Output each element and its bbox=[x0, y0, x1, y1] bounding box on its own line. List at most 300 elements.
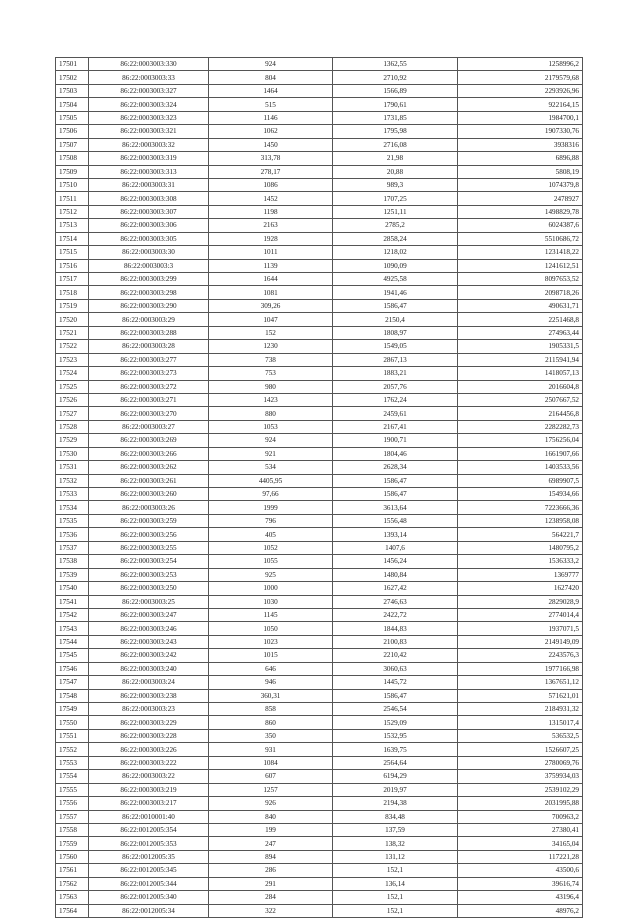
row-number-cell: 17505 bbox=[56, 111, 89, 124]
area-cell: 1644 bbox=[209, 273, 333, 286]
cadastral-number-cell: 86:22:0003003:262 bbox=[89, 461, 209, 474]
value-cell: 3759934,03 bbox=[458, 770, 583, 783]
rate-cell: 1795,98 bbox=[333, 125, 458, 138]
table-row bbox=[56, 461, 583, 474]
table-row bbox=[56, 743, 583, 756]
area-cell: 1230 bbox=[209, 340, 333, 353]
rate-cell: 1529,09 bbox=[333, 716, 458, 729]
cadastral-number-cell: 86:22:0003003:23 bbox=[89, 703, 209, 716]
value-cell: 2115941,94 bbox=[458, 353, 583, 366]
cadastral-number-cell: 86:22:0010001:40 bbox=[89, 810, 209, 823]
rate-cell: 1762,24 bbox=[333, 393, 458, 406]
table-row bbox=[56, 756, 583, 769]
row-number-cell: 17545 bbox=[56, 649, 89, 662]
value-cell: 2539102,29 bbox=[458, 783, 583, 796]
table-row bbox=[56, 676, 583, 689]
cadastral-number-cell: 86:22:0003003:277 bbox=[89, 353, 209, 366]
value-cell: 564221,7 bbox=[458, 528, 583, 541]
cadastral-number-cell: 86:22:0012005:340 bbox=[89, 891, 209, 904]
row-number-cell: 17557 bbox=[56, 810, 89, 823]
cadastral-number-cell: 86:22:0003003:319 bbox=[89, 152, 209, 165]
rate-cell: 2210,42 bbox=[333, 649, 458, 662]
rate-cell: 1586,47 bbox=[333, 299, 458, 312]
cadastral-number-cell: 86:22:0003003:266 bbox=[89, 447, 209, 460]
rate-cell: 1566,89 bbox=[333, 84, 458, 97]
cadastral-number-cell: 86:22:0003003:256 bbox=[89, 528, 209, 541]
table-row bbox=[56, 84, 583, 97]
area-cell: 1062 bbox=[209, 125, 333, 138]
cadastral-number-cell: 86:22:0003003:307 bbox=[89, 205, 209, 218]
value-cell: 2282282,73 bbox=[458, 420, 583, 433]
value-cell: 43196,4 bbox=[458, 891, 583, 904]
area-cell: 247 bbox=[209, 837, 333, 850]
rate-cell: 1456,24 bbox=[333, 555, 458, 568]
row-number-cell: 17534 bbox=[56, 501, 89, 514]
row-number-cell: 17551 bbox=[56, 729, 89, 742]
row-number-cell: 17516 bbox=[56, 259, 89, 272]
value-cell: 700963,2 bbox=[458, 810, 583, 823]
rate-cell: 1844,83 bbox=[333, 622, 458, 635]
rate-cell: 138,32 bbox=[333, 837, 458, 850]
value-cell: 1418057,13 bbox=[458, 367, 583, 380]
rate-cell: 1556,48 bbox=[333, 514, 458, 527]
rate-cell: 1627,42 bbox=[333, 582, 458, 595]
cadastral-number-cell: 86:22:0003003:298 bbox=[89, 286, 209, 299]
table-row bbox=[56, 864, 583, 877]
table-row bbox=[56, 407, 583, 420]
row-number-cell: 17501 bbox=[56, 58, 89, 71]
rate-cell: 152,1 bbox=[333, 891, 458, 904]
area-cell: 925 bbox=[209, 568, 333, 581]
value-cell: 34165,04 bbox=[458, 837, 583, 850]
cadastral-number-cell: 86:22:0003003:219 bbox=[89, 783, 209, 796]
cadastral-number-cell: 86:22:0003003:272 bbox=[89, 380, 209, 393]
value-cell: 8097653,52 bbox=[458, 273, 583, 286]
row-number-cell: 17550 bbox=[56, 716, 89, 729]
cadastral-number-cell: 86:22:0003003:254 bbox=[89, 555, 209, 568]
area-cell: 646 bbox=[209, 662, 333, 675]
table-row bbox=[56, 514, 583, 527]
table-row bbox=[56, 98, 583, 111]
cadastral-number-cell: 86:22:0003003:324 bbox=[89, 98, 209, 111]
table-row bbox=[56, 152, 583, 165]
table-row bbox=[56, 434, 583, 447]
table-row bbox=[56, 635, 583, 648]
area-cell: 840 bbox=[209, 810, 333, 823]
row-number-cell: 17526 bbox=[56, 393, 89, 406]
cadastral-number-cell: 86:22:0003003:3 bbox=[89, 259, 209, 272]
table-row bbox=[56, 380, 583, 393]
rate-cell: 1790,61 bbox=[333, 98, 458, 111]
area-cell: 1030 bbox=[209, 595, 333, 608]
cadastral-number-cell: 86:22:0003003:238 bbox=[89, 689, 209, 702]
row-number-cell: 17554 bbox=[56, 770, 89, 783]
rate-cell: 1362,55 bbox=[333, 58, 458, 71]
value-cell: 1074379,8 bbox=[458, 178, 583, 191]
rate-cell: 2459,61 bbox=[333, 407, 458, 420]
area-cell: 515 bbox=[209, 98, 333, 111]
table-row bbox=[56, 393, 583, 406]
value-cell: 2016604,8 bbox=[458, 380, 583, 393]
row-number-cell: 17558 bbox=[56, 823, 89, 836]
area-cell: 284 bbox=[209, 891, 333, 904]
rate-cell: 2194,38 bbox=[333, 797, 458, 810]
area-cell: 313,78 bbox=[209, 152, 333, 165]
value-cell: 5510686,72 bbox=[458, 232, 583, 245]
area-cell: 309,26 bbox=[209, 299, 333, 312]
rate-cell: 2564,64 bbox=[333, 756, 458, 769]
table-row bbox=[56, 138, 583, 151]
value-cell: 1536333,2 bbox=[458, 555, 583, 568]
row-number-cell: 17535 bbox=[56, 514, 89, 527]
rate-cell: 989,3 bbox=[333, 178, 458, 191]
area-cell: 322 bbox=[209, 904, 333, 917]
rate-cell: 1707,25 bbox=[333, 192, 458, 205]
value-cell: 2149149,09 bbox=[458, 635, 583, 648]
area-cell: 1000 bbox=[209, 582, 333, 595]
cadastral-number-cell: 86:22:0003003:290 bbox=[89, 299, 209, 312]
table-row bbox=[56, 420, 583, 433]
rate-cell: 1586,47 bbox=[333, 474, 458, 487]
rate-cell: 2867,13 bbox=[333, 353, 458, 366]
table-row bbox=[56, 58, 583, 71]
rate-cell: 21,98 bbox=[333, 152, 458, 165]
cadastral-number-cell: 86:22:0003003:28 bbox=[89, 340, 209, 353]
table-row bbox=[56, 528, 583, 541]
value-cell: 2780069,76 bbox=[458, 756, 583, 769]
table-row bbox=[56, 649, 583, 662]
cadastral-number-cell: 86:22:0003003:33 bbox=[89, 71, 209, 84]
value-cell: 117221,28 bbox=[458, 850, 583, 863]
row-number-cell: 17532 bbox=[56, 474, 89, 487]
row-number-cell: 17518 bbox=[56, 286, 89, 299]
area-cell: 1081 bbox=[209, 286, 333, 299]
row-number-cell: 17555 bbox=[56, 783, 89, 796]
area-cell: 405 bbox=[209, 528, 333, 541]
rate-cell: 1639,75 bbox=[333, 743, 458, 756]
value-cell: 1241612,51 bbox=[458, 259, 583, 272]
area-cell: 804 bbox=[209, 71, 333, 84]
row-number-cell: 17544 bbox=[56, 635, 89, 648]
table-row bbox=[56, 313, 583, 326]
cadastral-number-cell: 86:22:0003003:228 bbox=[89, 729, 209, 742]
cadastral-number-cell: 86:22:0012005:345 bbox=[89, 864, 209, 877]
area-cell: 1139 bbox=[209, 259, 333, 272]
cadastral-number-cell: 86:22:0003003:247 bbox=[89, 608, 209, 621]
table-row bbox=[56, 111, 583, 124]
rate-cell: 2710,92 bbox=[333, 71, 458, 84]
table-row bbox=[56, 286, 583, 299]
row-number-cell: 17530 bbox=[56, 447, 89, 460]
table-row bbox=[56, 299, 583, 312]
area-cell: 1450 bbox=[209, 138, 333, 151]
value-cell: 1498829,78 bbox=[458, 205, 583, 218]
value-cell: 536532,5 bbox=[458, 729, 583, 742]
rate-cell: 1900,71 bbox=[333, 434, 458, 447]
area-cell: 350 bbox=[209, 729, 333, 742]
area-cell: 1452 bbox=[209, 192, 333, 205]
rate-cell: 1090,09 bbox=[333, 259, 458, 272]
value-cell: 43500,6 bbox=[458, 864, 583, 877]
cadastral-number-cell: 86:22:0012005:353 bbox=[89, 837, 209, 850]
row-number-cell: 17528 bbox=[56, 420, 89, 433]
cadastral-number-cell: 86:22:0003003:26 bbox=[89, 501, 209, 514]
area-cell: 534 bbox=[209, 461, 333, 474]
row-number-cell: 17529 bbox=[56, 434, 89, 447]
value-cell: 2774014,4 bbox=[458, 608, 583, 621]
rate-cell: 1445,72 bbox=[333, 676, 458, 689]
area-cell: 1052 bbox=[209, 541, 333, 554]
area-cell: 924 bbox=[209, 58, 333, 71]
row-number-cell: 17552 bbox=[56, 743, 89, 756]
row-number-cell: 17561 bbox=[56, 864, 89, 877]
area-cell: 1464 bbox=[209, 84, 333, 97]
table-row bbox=[56, 353, 583, 366]
area-cell: 278,17 bbox=[209, 165, 333, 178]
row-number-cell: 17520 bbox=[56, 313, 89, 326]
row-number-cell: 17512 bbox=[56, 205, 89, 218]
value-cell: 1369777 bbox=[458, 568, 583, 581]
rate-cell: 1251,11 bbox=[333, 205, 458, 218]
table-row bbox=[56, 823, 583, 836]
table-row bbox=[56, 877, 583, 890]
cadastral-number-cell: 86:22:0003003:240 bbox=[89, 662, 209, 675]
rate-cell: 3613,64 bbox=[333, 501, 458, 514]
table-row bbox=[56, 474, 583, 487]
row-number-cell: 17511 bbox=[56, 192, 89, 205]
value-cell: 2293926,96 bbox=[458, 84, 583, 97]
cadastral-number-cell: 86:22:0003003:229 bbox=[89, 716, 209, 729]
row-number-cell: 17560 bbox=[56, 850, 89, 863]
table-row bbox=[56, 447, 583, 460]
rate-cell: 152,1 bbox=[333, 864, 458, 877]
row-number-cell: 17525 bbox=[56, 380, 89, 393]
cadastral-number-cell: 86:22:0003003:255 bbox=[89, 541, 209, 554]
cadastral-number-cell: 86:22:0003003:269 bbox=[89, 434, 209, 447]
rate-cell: 2100,83 bbox=[333, 635, 458, 648]
table-row bbox=[56, 340, 583, 353]
area-cell: 1050 bbox=[209, 622, 333, 635]
area-cell: 980 bbox=[209, 380, 333, 393]
row-number-cell: 17548 bbox=[56, 689, 89, 702]
area-cell: 1011 bbox=[209, 246, 333, 259]
area-cell: 860 bbox=[209, 716, 333, 729]
table-row bbox=[56, 703, 583, 716]
table-row bbox=[56, 219, 583, 232]
cadastral-number-cell: 86:22:0003003:313 bbox=[89, 165, 209, 178]
table-row bbox=[56, 555, 583, 568]
value-cell: 1905331,5 bbox=[458, 340, 583, 353]
row-number-cell: 17537 bbox=[56, 541, 89, 554]
area-cell: 1086 bbox=[209, 178, 333, 191]
cadastral-number-cell: 86:22:0003003:270 bbox=[89, 407, 209, 420]
cadastral-number-cell: 86:22:0003003:305 bbox=[89, 232, 209, 245]
area-cell: 4405,95 bbox=[209, 474, 333, 487]
table-row bbox=[56, 205, 583, 218]
row-number-cell: 17546 bbox=[56, 662, 89, 675]
cadastral-number-cell: 86:22:0003003:246 bbox=[89, 622, 209, 635]
table-row bbox=[56, 783, 583, 796]
area-cell: 199 bbox=[209, 823, 333, 836]
row-number-cell: 17559 bbox=[56, 837, 89, 850]
rate-cell: 136,14 bbox=[333, 877, 458, 890]
cadastral-number-cell: 86:22:0003003:24 bbox=[89, 676, 209, 689]
value-cell: 2507667,52 bbox=[458, 393, 583, 406]
area-cell: 1047 bbox=[209, 313, 333, 326]
row-number-cell: 17515 bbox=[56, 246, 89, 259]
row-number-cell: 17549 bbox=[56, 703, 89, 716]
area-cell: 152 bbox=[209, 326, 333, 339]
table-row bbox=[56, 165, 583, 178]
value-cell: 1984700,1 bbox=[458, 111, 583, 124]
row-number-cell: 17536 bbox=[56, 528, 89, 541]
cadastral-number-cell: 86:22:0003003:27 bbox=[89, 420, 209, 433]
row-number-cell: 17562 bbox=[56, 877, 89, 890]
cadastral-number-cell: 86:22:0012005:34 bbox=[89, 904, 209, 917]
cadastral-number-cell: 86:22:0003003:250 bbox=[89, 582, 209, 595]
value-cell: 154934,66 bbox=[458, 488, 583, 501]
row-number-cell: 17524 bbox=[56, 367, 89, 380]
area-cell: 607 bbox=[209, 770, 333, 783]
table-row bbox=[56, 810, 583, 823]
value-cell: 1315017,4 bbox=[458, 716, 583, 729]
value-cell: 39616,74 bbox=[458, 877, 583, 890]
table-row bbox=[56, 125, 583, 138]
rate-cell: 834,48 bbox=[333, 810, 458, 823]
area-cell: 1146 bbox=[209, 111, 333, 124]
cadastral-number-cell: 86:22:0003003:273 bbox=[89, 367, 209, 380]
table-row bbox=[56, 246, 583, 259]
area-cell: 894 bbox=[209, 850, 333, 863]
value-cell: 1480795,2 bbox=[458, 541, 583, 554]
table-row bbox=[56, 689, 583, 702]
row-number-cell: 17513 bbox=[56, 219, 89, 232]
rate-cell: 1549,05 bbox=[333, 340, 458, 353]
row-number-cell: 17523 bbox=[56, 353, 89, 366]
rate-cell: 1407,6 bbox=[333, 541, 458, 554]
rate-cell: 2167,41 bbox=[333, 420, 458, 433]
table-row bbox=[56, 770, 583, 783]
rate-cell: 152,1 bbox=[333, 904, 458, 917]
value-cell: 1627420 bbox=[458, 582, 583, 595]
area-cell: 291 bbox=[209, 877, 333, 890]
cadastral-number-cell: 86:22:0003003:323 bbox=[89, 111, 209, 124]
row-number-cell: 17556 bbox=[56, 797, 89, 810]
cadastral-number-cell: 86:22:0003003:242 bbox=[89, 649, 209, 662]
rate-cell: 2628,34 bbox=[333, 461, 458, 474]
rate-cell: 1731,85 bbox=[333, 111, 458, 124]
row-number-cell: 17503 bbox=[56, 84, 89, 97]
rate-cell: 2422,72 bbox=[333, 608, 458, 621]
rate-cell: 3060,63 bbox=[333, 662, 458, 675]
row-number-cell: 17539 bbox=[56, 568, 89, 581]
rate-cell: 2057,76 bbox=[333, 380, 458, 393]
area-cell: 286 bbox=[209, 864, 333, 877]
cadastral-number-cell: 86:22:0003003:32 bbox=[89, 138, 209, 151]
cadastral-number-cell: 86:22:0003003:29 bbox=[89, 313, 209, 326]
cadastral-number-cell: 86:22:0003003:226 bbox=[89, 743, 209, 756]
area-cell: 924 bbox=[209, 434, 333, 447]
area-cell: 1055 bbox=[209, 555, 333, 568]
value-cell: 1526607,25 bbox=[458, 743, 583, 756]
area-cell: 1084 bbox=[209, 756, 333, 769]
rate-cell: 1883,21 bbox=[333, 367, 458, 380]
table-row bbox=[56, 541, 583, 554]
area-cell: 753 bbox=[209, 367, 333, 380]
row-number-cell: 17522 bbox=[56, 340, 89, 353]
value-cell: 5808,19 bbox=[458, 165, 583, 178]
area-cell: 858 bbox=[209, 703, 333, 716]
cadastral-number-cell: 86:22:0012005:344 bbox=[89, 877, 209, 890]
table-row bbox=[56, 232, 583, 245]
table-row bbox=[56, 273, 583, 286]
row-number-cell: 17504 bbox=[56, 98, 89, 111]
table-row bbox=[56, 259, 583, 272]
area-cell: 921 bbox=[209, 447, 333, 460]
value-cell: 2098718,26 bbox=[458, 286, 583, 299]
value-cell: 922164,15 bbox=[458, 98, 583, 111]
rate-cell: 131,12 bbox=[333, 850, 458, 863]
row-number-cell: 17531 bbox=[56, 461, 89, 474]
value-cell: 1937071,5 bbox=[458, 622, 583, 635]
row-number-cell: 17553 bbox=[56, 756, 89, 769]
value-cell: 2243576,3 bbox=[458, 649, 583, 662]
row-number-cell: 17563 bbox=[56, 891, 89, 904]
row-number-cell: 17507 bbox=[56, 138, 89, 151]
cadastral-number-cell: 86:22:0003003:327 bbox=[89, 84, 209, 97]
value-cell: 1403533,56 bbox=[458, 461, 583, 474]
table-row bbox=[56, 891, 583, 904]
area-cell: 360,31 bbox=[209, 689, 333, 702]
value-cell: 6024387,6 bbox=[458, 219, 583, 232]
area-cell: 2163 bbox=[209, 219, 333, 232]
table-body bbox=[56, 58, 583, 918]
rate-cell: 137,59 bbox=[333, 823, 458, 836]
cadastral-number-cell: 86:22:0003003:22 bbox=[89, 770, 209, 783]
cadastral-number-cell: 86:22:0012005:35 bbox=[89, 850, 209, 863]
value-cell: 2829028,9 bbox=[458, 595, 583, 608]
value-cell: 1756256,04 bbox=[458, 434, 583, 447]
table-row bbox=[56, 608, 583, 621]
table-row bbox=[56, 326, 583, 339]
rate-cell: 1393,14 bbox=[333, 528, 458, 541]
row-number-cell: 17543 bbox=[56, 622, 89, 635]
rate-cell: 2019,97 bbox=[333, 783, 458, 796]
cadastral-number-cell: 86:22:0003003:260 bbox=[89, 488, 209, 501]
value-cell: 274963,44 bbox=[458, 326, 583, 339]
cadastral-number-cell: 86:22:0003003:259 bbox=[89, 514, 209, 527]
rate-cell: 1586,47 bbox=[333, 488, 458, 501]
value-cell: 6989907,5 bbox=[458, 474, 583, 487]
cadastral-number-cell: 86:22:0003003:31 bbox=[89, 178, 209, 191]
area-cell: 796 bbox=[209, 514, 333, 527]
row-number-cell: 17508 bbox=[56, 152, 89, 165]
cadastral-number-cell: 86:22:0003003:299 bbox=[89, 273, 209, 286]
row-number-cell: 17521 bbox=[56, 326, 89, 339]
area-cell: 880 bbox=[209, 407, 333, 420]
row-number-cell: 17547 bbox=[56, 676, 89, 689]
table-row bbox=[56, 622, 583, 635]
table-row bbox=[56, 367, 583, 380]
rate-cell: 2716,08 bbox=[333, 138, 458, 151]
rate-cell: 1218,02 bbox=[333, 246, 458, 259]
table-row bbox=[56, 850, 583, 863]
row-number-cell: 17527 bbox=[56, 407, 89, 420]
value-cell: 3938316 bbox=[458, 138, 583, 151]
area-cell: 1053 bbox=[209, 420, 333, 433]
value-cell: 1977166,98 bbox=[458, 662, 583, 675]
cadastral-number-cell: 86:22:0003003:30 bbox=[89, 246, 209, 259]
